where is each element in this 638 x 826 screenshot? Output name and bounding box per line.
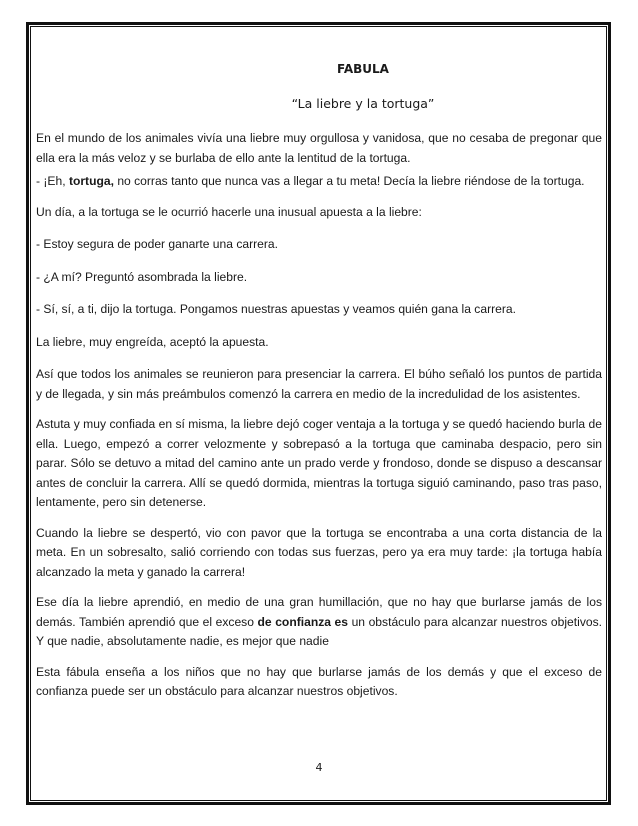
document-heading: FABULA xyxy=(337,62,389,76)
paragraph-2-start: - ¡Eh, xyxy=(36,174,69,188)
paragraph-9: Astuta y muy confiada en sí misma, la liebre dejó coger ventaja a la tortuga y se quedó haciendo burla de ella. Luego, empezó a correr velozmente y sobrepasó a la tortuga que caminaba despacio, pero sin parar. Sólo se detuvo a mitad del camino ante un prado verde y frondoso, donde se dispuso a descansar antes de concluir la carrera. Allí se quedó dormida, mientras la tortuga siguió caminando, paso tras paso, lentamente, pero sin detenerse. xyxy=(36,417,602,509)
paragraph-4: - Estoy segura de poder ganarte una carrera. xyxy=(36,237,279,251)
paragraph-7: La liebre, muy engreída, aceptó la apuesta. xyxy=(36,334,269,349)
paragraph-1: En el mundo de los animales vivía una liebre muy orgullosa y vanidosa, que no cesaba de pregonar que ella era la más veloz y se burlaba de ello ante la lentitud de la tortuga. xyxy=(36,131,602,165)
paragraph-2-bold: tortuga, xyxy=(68,174,114,188)
paragraph-3: Un día, a la tortuga se le ocurrió hacerle una inusual apuesta a la liebre: xyxy=(36,204,422,219)
paragraph-11-bold: de confianza es xyxy=(257,614,348,629)
paragraph-5: - ¿A mí? Preguntó asombrada la liebre. xyxy=(36,269,248,284)
page-number: 4 xyxy=(315,761,323,774)
document-body xyxy=(36,60,602,706)
paragraph-2 xyxy=(36,172,602,192)
paragraph-12: Esta fábula enseña a los niños que no hay que burlarse jamás de los demás y que el exceso de confianza puede ser un obstáculo para alcanzar nuestros objetivos. xyxy=(36,664,602,698)
document-title: “La liebre y la tortuga” xyxy=(291,96,435,111)
paragraph-6: - Sí, sí, a ti, dijo la tortuga. Pongamos nuestras apuestas y veamos quién gana la carrera. xyxy=(36,302,516,316)
paragraph-8: Así que todos los animales se reunieron para presenciar la carrera. El búho señaló los puntos de partida y de llegada, y sin más preámbulos comenzó la carrera en medio de la incredulidad de los asistentes. xyxy=(36,367,602,401)
paragraph-2-end: no corras tanto que nunca vas a llegar a tu meta! Decía la liebre riéndose de la tortuga. xyxy=(113,174,585,188)
paragraph-11-end: un obstáculo para alcanzar nuestros objetivos. Y que nadie, absolutamente nadie, es mejor que nadie xyxy=(36,614,603,648)
paragraph-11 xyxy=(36,593,602,652)
paragraph-11-start: Ese día la liebre aprendió, en medio de una gran humillación, que no hay que burlarse jamás de los demás. También aprendió que el exceso xyxy=(36,595,602,629)
paragraph-10: Cuando la liebre se despertó, vio con pavor que la tortuga se encontraba a una corta distancia de la meta. En un sobresalto, salió corriendo con todas sus fuerzas, pero ya era muy tarde: ¡la tortuga había alcanzado la meta y ganado la carrera! xyxy=(36,525,602,579)
